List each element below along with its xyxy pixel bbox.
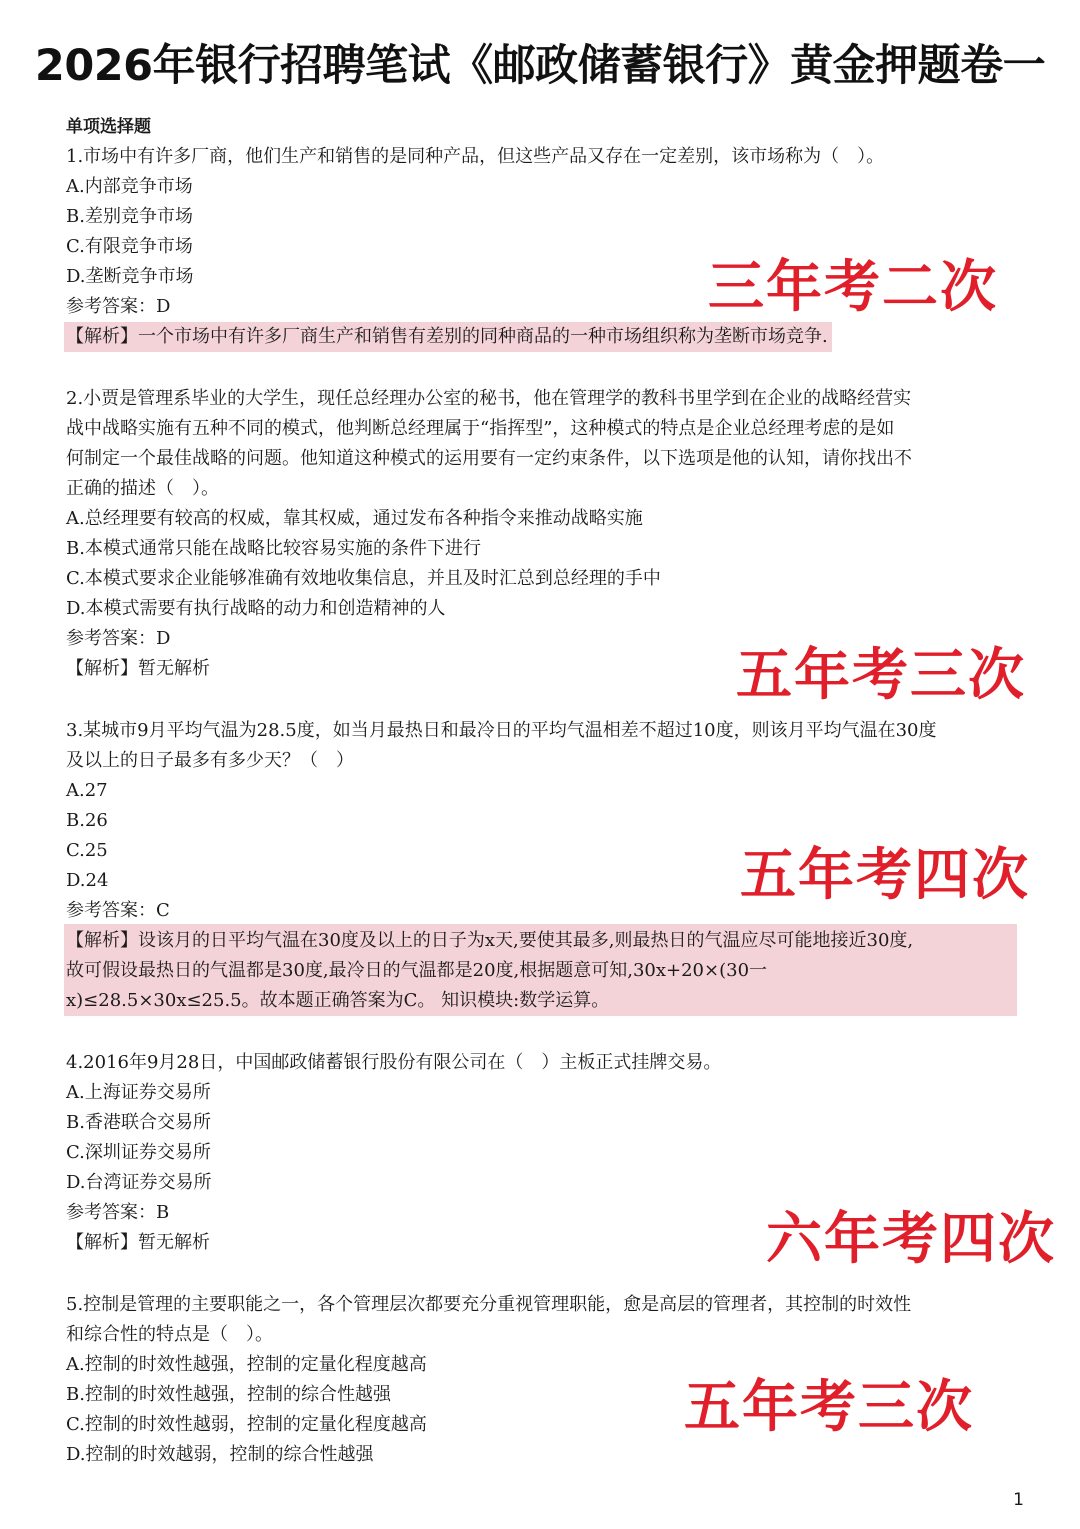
question-2-stem-line-2: 战中战略实施有五种不同的模式，他判断总经理属于“指挥型”，这种模式的特点是企业总经理考虑的是如 <box>66 418 895 439</box>
frequency-tag-3: 五年考四次 <box>740 843 1030 908</box>
question-4-option-a: A.上海证券交易所 <box>66 1082 211 1103</box>
analysis-label: 【解析】 <box>66 326 138 347</box>
question-1-option-b: B.差别竞争市场 <box>66 206 193 227</box>
question-5-option-c: C.控制的时效性越弱，控制的定量化程度越高 <box>66 1414 427 1435</box>
question-3-option-a: A.27 <box>66 780 108 801</box>
question-2-answer: 参考答案：D <box>66 628 171 649</box>
question-1-option-c: C.有限竞争市场 <box>66 236 193 257</box>
analysis-text: 一个市场中有许多厂商生产和销售有差别的同种商品的一种市场组织称为垄断市场竞争. <box>138 326 828 347</box>
section-heading: 单项选择题 <box>66 117 151 137</box>
question-1-option-a: A.内部竞争市场 <box>66 176 193 197</box>
document-title: 2026年银行招聘笔试《邮政储蓄银行》黄金押题卷一 <box>34 41 1046 91</box>
question-5-option-a: A.控制的时效性越强，控制的定量化程度越高 <box>66 1354 427 1375</box>
question-2-option-b: B.本模式通常只能在战略比较容易实施的条件下进行 <box>66 538 481 559</box>
question-2-stem-line-3: 何制定一个最佳战略的问题。他知道这种模式的运用要有一定约束条件，以下选项是他的认知，请你找出不 <box>66 448 912 469</box>
question-4-stem: 4.2016年9月28日，中国邮政储蓄银行股份有限公司在（ ）主板正式挂牌交易。 <box>66 1052 722 1073</box>
question-1-option-d: D.垄断竞争市场 <box>66 266 194 287</box>
question-4-option-d: D.台湾证券交易所 <box>66 1172 212 1193</box>
question-3-analysis-line-2: 故可假设最热日的气温都是30度,最冷日的气温都是20度,根据题意可知,30x+20×(30一 <box>66 960 768 981</box>
question-3-stem-line-2: 及以上的日子最多有多少天？（ ） <box>66 750 354 771</box>
analysis-label: 【解析】 <box>66 930 138 951</box>
question-2-analysis: 【解析】暂无解析 <box>66 658 210 679</box>
question-5-stem-line-1: 5.控制是管理的主要职能之一，各个管理层次都要充分重视管理职能，愈是高层的管理者，其控制的时效性 <box>66 1294 912 1315</box>
question-3-option-b: B.26 <box>66 810 108 831</box>
question-4-option-c: C.深圳证券交易所 <box>66 1142 211 1163</box>
frequency-tag-5: 五年考三次 <box>684 1375 974 1440</box>
frequency-tag-2: 五年考三次 <box>736 643 1026 708</box>
question-1-answer: 参考答案：D <box>66 296 171 317</box>
question-3-analysis-line-1 <box>66 926 913 956</box>
page-number: 1 <box>1013 1490 1024 1510</box>
frequency-tag-1: 三年考二次 <box>708 255 998 320</box>
question-2-option-a: A.总经理要有较高的权威，靠其权威，通过发布各种指令来推动战略实施 <box>66 508 643 529</box>
question-3-option-d: D.24 <box>66 870 109 891</box>
question-1-analysis <box>64 322 832 352</box>
question-4-option-b: B.香港联合交易所 <box>66 1112 211 1133</box>
question-5-option-b: B.控制的时效性越强，控制的综合性越强 <box>66 1384 391 1405</box>
question-5-stem-line-2: 和综合性的特点是（ ）。 <box>66 1324 273 1345</box>
question-3-answer: 参考答案：C <box>66 900 170 921</box>
question-5-option-d: D.控制的时效越弱，控制的综合性越强 <box>66 1444 374 1465</box>
analysis-text: 设该月的日平均气温在30度及以上的日子为x天,要使其最多,则最热日的气温应尽可能地接近30度, <box>138 930 914 951</box>
question-4-analysis: 【解析】暂无解析 <box>66 1232 210 1253</box>
question-1-stem: 1.市场中有许多厂商，他们生产和销售的是同种产品，但这些产品又存在一定差别，该市场称为（ ）。 <box>66 146 885 167</box>
question-2-stem-line-1: 2.小贾是管理系毕业的大学生，现任总经理办公室的秘书，他在管理学的教科书里学到在企业的战略经营实 <box>66 388 912 409</box>
question-2-option-c: C.本模式要求企业能够准确有效地收集信息，并且及时汇总到总经理的手中 <box>66 568 661 589</box>
question-2-option-d: D.本模式需要有执行战略的动力和创造精神的人 <box>66 598 446 619</box>
frequency-tag-4: 六年考四次 <box>766 1207 1056 1272</box>
question-3-stem-line-1: 3.某城市9月平均气温为28.5度，如当月最热日和最冷日的平均气温相差不超过10度，则该月平均气温在30度 <box>66 720 937 741</box>
question-2-stem-line-4: 正确的描述（ ）。 <box>66 478 219 499</box>
question-3-analysis-line-3: x)≤28.5×30x≤25.5。故本题正确答案为C。 知识模块:数学运算。 <box>66 990 610 1011</box>
question-4-answer: 参考答案：B <box>66 1202 170 1223</box>
question-3-option-c: C.25 <box>66 840 108 861</box>
